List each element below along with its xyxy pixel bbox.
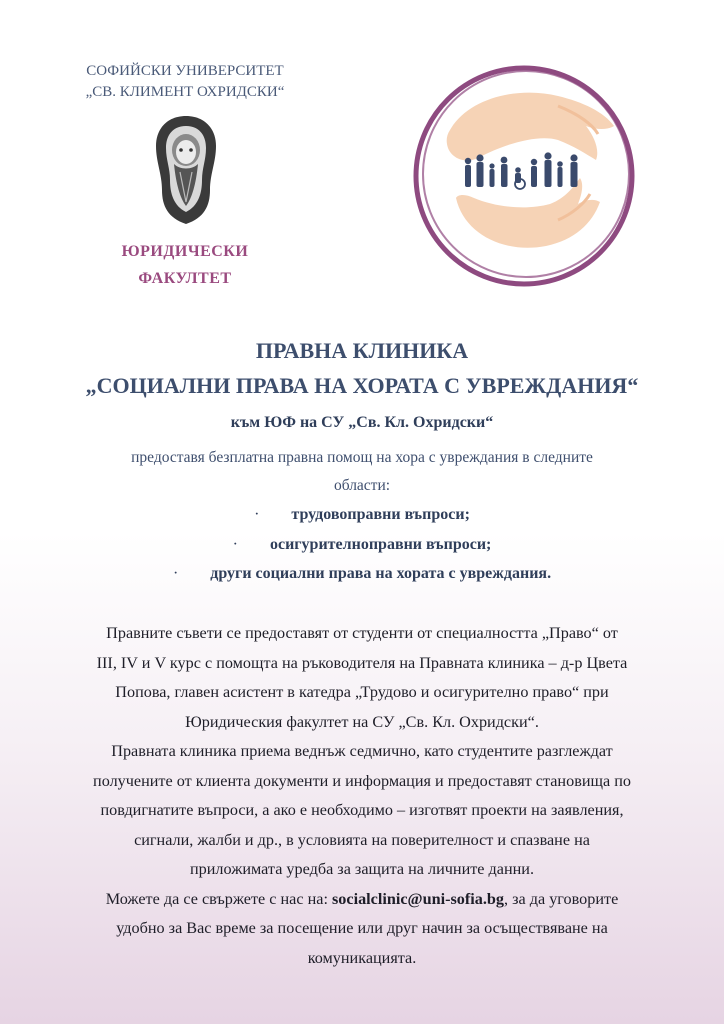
body-line: комуникацията. <box>307 948 417 967</box>
clinic-subtitle: „СОЦИАЛНИ ПРАВА НА ХОРАТА С УВРЕЖДАНИЯ“ <box>85 373 639 398</box>
list-item <box>0 536 724 554</box>
body-line: III, IV и V курс с помощта на ръководителя на Правната клиника – д-р Цвета <box>96 653 628 672</box>
body-line: сигнали, жалби и др., в условията на поверителност и спазване на <box>134 830 590 849</box>
contact-prefix: Можете да се свържете с нас на: <box>105 889 332 908</box>
list-item-text: други социални права на хората с увреждания. <box>210 565 552 582</box>
clinic-affiliation: към ЮФ на СУ „Св. Кл. Охридски“ <box>230 414 494 431</box>
body-line: повдигнатите въпроси, а ако е необходимо – изготвят проекти на заявления, <box>100 801 624 819</box>
bullet-icon: · <box>172 565 179 582</box>
clinic-title: ПРАВНА КЛИНИКА <box>255 338 469 363</box>
body-line: Правната клиника приема веднъж седмично, като студентите разглеждат <box>111 742 613 760</box>
list-item <box>0 565 724 583</box>
body-line: Правните съвети се предоставят от студенти от специалността „Право“ от <box>106 624 618 642</box>
faculty-name <box>100 238 270 292</box>
bullet-icon: · <box>254 506 260 523</box>
body-line: приложимата уредба за защита на личните данни. <box>190 860 534 878</box>
body-line: получените от клиента документи и информация и предоставят становища по <box>93 771 631 790</box>
bullet-icon: · <box>232 536 238 553</box>
list-item-text: трудовоправни въпроси; <box>291 506 470 523</box>
faculty-name-line1: ЮРИДИЧЕСКИ <box>121 243 249 260</box>
body-line: Юридическия факултет на СУ „Св. Кл. Охридски“. <box>185 712 539 731</box>
body-line: Попова, главен асистент в катедра „Трудово и осигурително право“ при <box>115 683 609 701</box>
faculty-name-line2: ФАКУЛТЕТ <box>138 270 232 287</box>
intro-line1: предоставя безплатна правна помощ на хора с увреждания в следните <box>131 449 593 466</box>
university-name-line2: „СВ. КЛИМЕНТ ОХРИДСКИ“ <box>85 84 285 100</box>
list-item <box>0 506 724 524</box>
intro-text <box>40 444 684 500</box>
contact-suffix: , за да уговорите <box>504 889 619 908</box>
body-line: удобно за Вас време за посещение или друг начин за осъществяване на <box>116 919 608 937</box>
university-seal-icon <box>152 114 220 226</box>
hands-family-logo-icon <box>408 58 640 294</box>
list-item-text: осигурителноправни въпроси; <box>269 536 492 553</box>
intro-line2: области: <box>333 477 391 494</box>
university-name <box>60 61 310 103</box>
body-text <box>28 619 696 973</box>
contact-line <box>28 885 696 915</box>
university-name-line1: СОФИЙСКИ УНИВЕРСИТЕТ <box>86 63 284 79</box>
contact-email-link[interactable]: socialclinic@uni-sofia.bg <box>332 889 505 908</box>
